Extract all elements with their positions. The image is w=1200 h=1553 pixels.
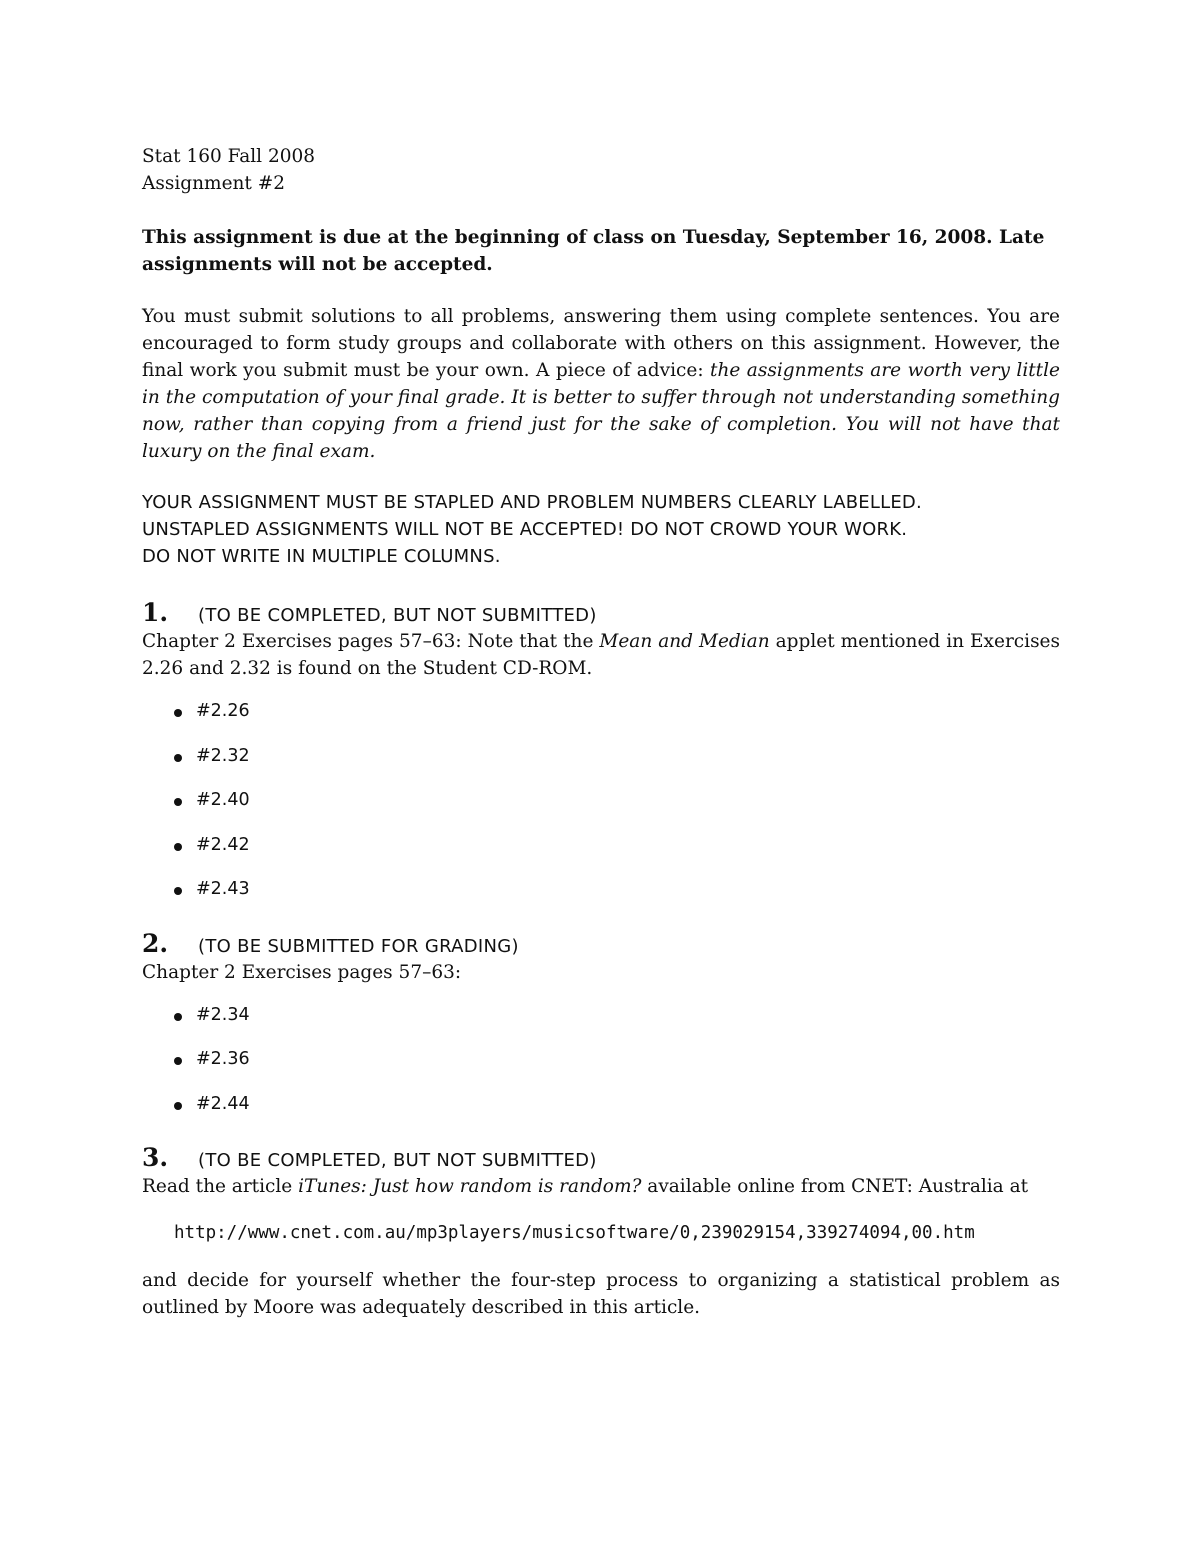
problem-number: 2. <box>142 928 169 958</box>
bullet-icon <box>174 1057 182 1065</box>
exercise-number: #2.36 <box>196 1049 250 1069</box>
description-text: Chapter 2 Exercises pages 57–63: Note that the <box>142 631 600 652</box>
list-item <box>142 698 1060 743</box>
article-title: iTunes: Just how random is random? <box>298 1176 642 1197</box>
warning-line: UNSTAPLED ASSIGNMENTS WILL NOT BE ACCEPTED! DO NOT CROWD YOUR WORK. <box>142 519 908 540</box>
applet-name: Mean and Median <box>599 631 770 652</box>
article-url[interactable]: http://www.cnet.com.au/mp3players/musicsoftware/0,239029154,339274094,00.htm <box>174 1223 975 1243</box>
exercise-list <box>142 698 1060 921</box>
problem-number: 1. <box>142 598 169 627</box>
exercise-number: #2.26 <box>196 701 250 721</box>
problem-heading <box>142 1143 1060 1173</box>
list-item <box>142 876 1060 921</box>
instructions-intro: You must submit solutions to all problems, answering them using complete sentences. You are encouraged to form study groups and collaborate with others on this assignment. However, the final work you submit must be your own. A piece of advice: <box>142 306 1060 381</box>
exercise-number: #2.34 <box>196 1004 250 1025</box>
bullet-icon <box>174 1013 182 1021</box>
exercise-number: #2.40 <box>196 790 250 810</box>
problem-3 <box>142 1143 1060 1321</box>
problem-heading <box>142 929 1060 959</box>
description-text: Read the article <box>142 1176 299 1197</box>
exercise-number: #2.42 <box>196 834 250 855</box>
problem-description <box>142 1173 1060 1200</box>
list-item <box>142 1002 1060 1047</box>
problem-1 <box>142 598 1060 921</box>
list-item <box>142 832 1060 877</box>
bullet-icon <box>174 709 182 717</box>
problem-tag: (TO BE COMPLETED, BUT NOT SUBMITTED) <box>198 605 597 626</box>
exercise-number: #2.44 <box>196 1093 250 1114</box>
problem-number: 3. <box>142 1143 169 1172</box>
instructions-advice: the assignments are worth very little in the computation of your final grade. It is better to suffer through not understanding something now, rather than copying from a friend just for the sake of completion. You will not have that luxury on the final exam. <box>142 360 1060 462</box>
problem-tag: (TO BE SUBMITTED FOR GRADING) <box>198 935 519 957</box>
list-item <box>142 787 1060 832</box>
bullet-icon <box>174 798 182 806</box>
due-notice: This assignment is due at the beginning of class on Tuesday, September 16, 2008. Late assignments will not be accepted. <box>142 227 1045 275</box>
warning-line: DO NOT WRITE IN MULTIPLE COLUMNS. <box>142 546 501 567</box>
list-item <box>142 743 1060 788</box>
course-title: Stat 160 Fall 2008 <box>142 146 316 167</box>
stapling-warning <box>142 489 1060 570</box>
problem-description <box>142 628 1060 682</box>
warning-line: YOUR ASSIGNMENT MUST BE STAPLED AND PROBLEM NUMBERS CLEARLY LABELLED. <box>142 492 922 513</box>
instructions-paragraph <box>142 303 1060 465</box>
problem-description: Chapter 2 Exercises pages 57–63: <box>142 961 462 983</box>
bullet-icon <box>174 1102 182 1110</box>
description-text: available online from CNET: Australia at <box>641 1176 1029 1197</box>
description-text: applet mentioned in Exercises 2.26 and 2.32 is found on the Student CD-ROM. <box>142 631 1061 679</box>
exercise-number: #2.43 <box>196 879 250 899</box>
problem-2 <box>142 929 1060 1136</box>
bullet-icon <box>174 843 182 851</box>
bullet-icon <box>174 887 182 895</box>
problem-tag: (TO BE COMPLETED, BUT NOT SUBMITTED) <box>198 1150 597 1171</box>
bullet-icon <box>174 754 182 762</box>
exercise-list <box>142 1002 1060 1136</box>
problem-instructions: and decide for yourself whether the four-step process to organizing a statistical problem as outlined by Moore was adequately described in this article. <box>142 1270 1060 1318</box>
list-item <box>142 1046 1060 1091</box>
problem-heading <box>142 598 1060 628</box>
exercise-number: #2.32 <box>196 745 250 766</box>
assignment-page <box>142 143 1060 1321</box>
assignment-title: Assignment #2 <box>142 173 286 194</box>
list-item <box>142 1091 1060 1136</box>
